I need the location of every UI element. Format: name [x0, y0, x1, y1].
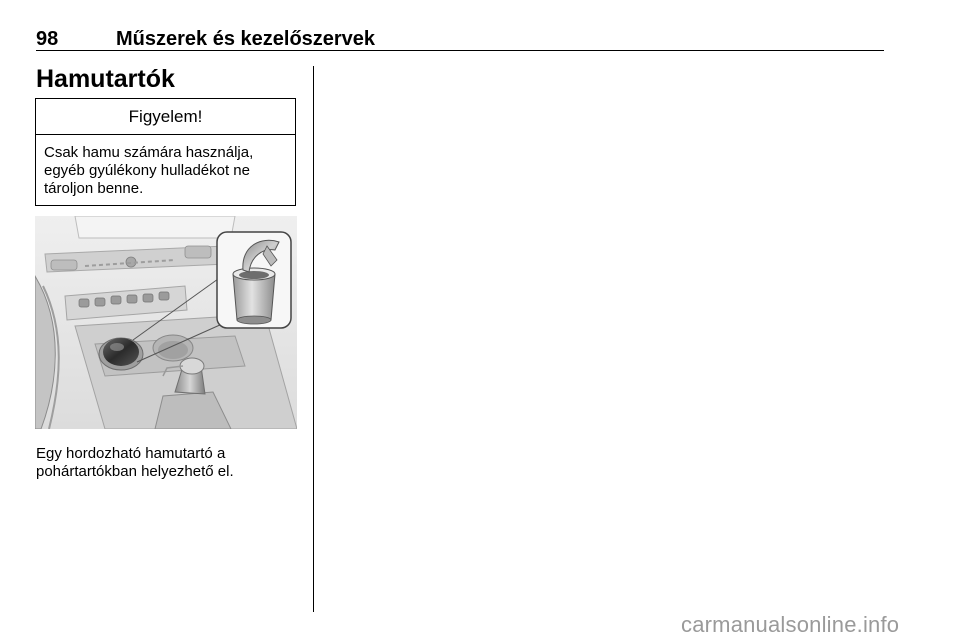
- warning-box: [35, 98, 296, 206]
- ashtray-illustration-drawing: [35, 216, 297, 429]
- chapter-title: Műszerek és kezelőszervek: [116, 28, 376, 50]
- column-divider: [313, 66, 314, 612]
- warning-title: Figyelem!: [36, 99, 295, 135]
- watermark: carmanualsonline.info: [681, 612, 900, 637]
- illustration-caption: Egy hordozható hamutartó a pohártartókban helyezhető el.: [36, 445, 234, 480]
- page-number: 98: [36, 28, 59, 50]
- page-header: [36, 28, 884, 51]
- ashtray-illustration: [35, 216, 297, 429]
- section-heading: Hamutartók: [36, 65, 175, 93]
- warning-text: Csak hamu számára használja, egyéb gyúlékony hulladékot ne tároljon benne.: [44, 144, 254, 197]
